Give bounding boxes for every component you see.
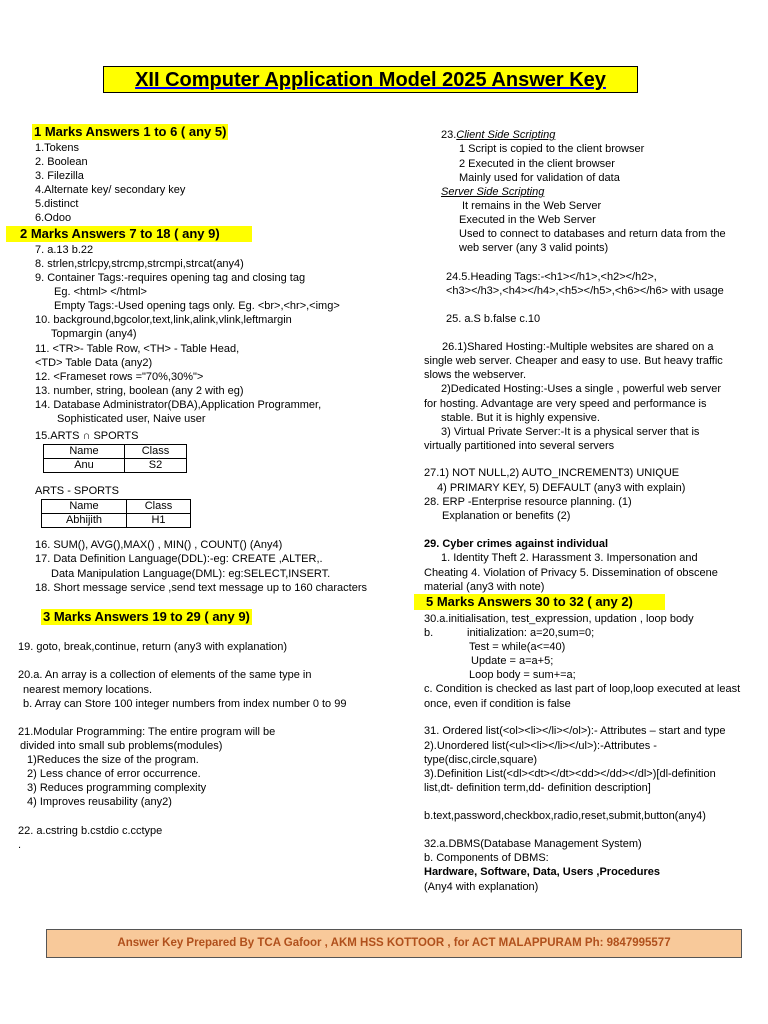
answer-10-line2: Topmargin (any4) xyxy=(51,328,137,340)
answer-30-line5: Loop body = sum+=a; xyxy=(469,669,576,681)
section-heading-1-mark: 1 Marks Answers 1 to 6 ( any 5) xyxy=(34,124,227,139)
answer-24-line1: 24.5.Heading Tags:-<h1></h1>,<h2></h2>, xyxy=(446,271,657,283)
answer-30-line1: 30.a.initialisation, test_expression, updation , loop body xyxy=(424,613,694,625)
answer-31-line1: 31. Ordered list(<ol><li></li></ol>):- Attributes – start and type xyxy=(424,725,726,737)
answer-17-line2: Data Manipulation Language(DML): eg:SELECT,INSERT. xyxy=(51,568,331,580)
answer-32-line2: b. Components of DBMS: xyxy=(424,852,549,864)
answer-21-line4: 2) Less chance of error occurrence. xyxy=(27,768,201,780)
answer-24-line2: <h3></h3>,<h4></h4>,<h5></h5>,<h6></h6> with usage xyxy=(446,285,724,297)
answer-3: 3. Filezilla xyxy=(35,170,84,182)
table-header: Class xyxy=(125,445,187,459)
answer-23-line1: 1 Script is copied to the client browser xyxy=(459,143,645,155)
table-cell: H1 xyxy=(127,514,191,528)
answer-26-line5: for hosting. Advantage are very speed and performance is xyxy=(424,398,707,410)
answer-9-line2: Eg. <html> </html> xyxy=(54,286,147,298)
section-heading-5-marks: 5 Marks Answers 30 to 32 ( any 2) xyxy=(414,594,665,610)
answer-13: 13. number, string, boolean (any 2 with eg) xyxy=(35,385,244,397)
answer-23-line5: Executed in the Web Server xyxy=(459,214,596,226)
table-cell: Abhijith xyxy=(42,514,127,528)
answer-30-line7: once, even if condition is false xyxy=(424,698,571,710)
answer-31-line6: b.text,password,checkbox,radio,reset,submit,button(any4) xyxy=(424,810,706,822)
answer-21-line2: divided into small sub problems(modules) xyxy=(20,740,223,752)
answer-9-line1: 9. Container Tags:-requires opening tag and closing tag xyxy=(35,272,306,284)
answer-17-line1: 17. Data Definition Language(DDL):-eg: CREATE ,ALTER,. xyxy=(35,553,323,565)
answer-2: 2. Boolean xyxy=(35,156,88,168)
answer-14-line2: Sophisticated user, Naive user xyxy=(57,413,206,425)
answer-27-line1: 27.1) NOT NULL,2) AUTO_INCREMENT3) UNIQUE xyxy=(424,467,680,479)
answer-19: 19. goto, break,continue, return (any3 with explanation) xyxy=(18,641,288,653)
answer-23-line4: It remains in the Web Server xyxy=(462,200,602,212)
answer-6: 6.Odoo xyxy=(35,212,72,224)
answer-23-line3: Mainly used for validation of data xyxy=(459,172,620,184)
table-header: Name xyxy=(44,445,125,459)
answer-25: 25. a.S b.false c.10 xyxy=(446,313,541,325)
answer-30-b-label: b. xyxy=(424,627,434,639)
answer-21-line1: 21.Modular Programming: The entire program will be xyxy=(18,726,276,738)
answer-26-line1: 26.1)Shared Hosting:-Multiple websites are shared on a xyxy=(442,341,714,353)
trailing-dot: . xyxy=(18,839,22,851)
answer-5: 5.distinct xyxy=(35,198,79,210)
answer-11-line1: 11. <TR>- Table Row, <TH> - Table Head, xyxy=(35,343,240,355)
answer-31-line4: 3).Definition List(<dl><dt></dt><dd></dd></dl>)[dl-definition xyxy=(424,768,716,780)
answer-20-line1: 20.a. An array is a collection of elements of the same type in xyxy=(18,669,312,681)
answer-31-line5: list,dt- definition term,dd- definition description] xyxy=(424,782,651,794)
answer-23-line6: Used to connect to databases and return data from the xyxy=(459,228,726,240)
answer-29-line1: 1. Identity Theft 2. Harassment 3. Impersonation and xyxy=(441,552,698,564)
answer-8: 8. strlen,strlcpy,strcmp,strcmpi,strcat(any4) xyxy=(35,258,244,270)
answer-32-line1: 32.a.DBMS(Database Management System) xyxy=(424,838,642,850)
answer-22: 22. a.cstring b.cstdio c.cctype xyxy=(18,825,163,837)
answer-23-server-title: Server Side Scripting xyxy=(441,186,545,198)
answer-21-line6: 4) Improves reusability (any2) xyxy=(27,796,172,808)
table-cell: Anu xyxy=(44,459,125,473)
table-header: Name xyxy=(42,500,127,514)
section-heading-3-marks: 3 Marks Answers 19 to 29 ( any 9) xyxy=(43,609,250,624)
answer-29-line2: Cheating 4. Violation of Privacy 5. Dissemination of obscene xyxy=(424,567,718,579)
answer-26-line7: 3) Virtual Private Server:-It is a physical server that is xyxy=(441,426,700,438)
answer-32-line3: Hardware, Software, Data, Users ,Procedures xyxy=(424,866,660,878)
difference-label: ARTS - SPORTS xyxy=(35,485,119,497)
answer-30-line6: c. Condition is checked as last part of loop,loop executed at least xyxy=(424,683,741,695)
answer-10-line1: 10. background,bgcolor,text,link,alink,vlink,leftmargin xyxy=(35,314,292,326)
answer-14-line1: 14. Database Administrator(DBA),Application Programmer, xyxy=(35,399,322,411)
answer-27-line2: 4) PRIMARY KEY, 5) DEFAULT (any3 with explain) xyxy=(437,482,686,494)
answer-30-line3: Test = while(a<=40) xyxy=(469,641,566,653)
answer-23-line2: 2 Executed in the client browser xyxy=(459,158,615,170)
answer-18: 18. Short message service ,send text message up to 160 characters xyxy=(35,582,368,594)
table-header: Class xyxy=(127,500,191,514)
difference-table xyxy=(41,499,191,528)
footer-credit: Answer Key Prepared By TCA Gafoor , AKM HSS KOTTOOR , for ACT MALAPPURAM Ph: 9847995577 xyxy=(46,929,742,958)
answer-26-line2: single web server. Cheaper and easy to use. But heavy traffic xyxy=(424,355,723,367)
answer-26-line6: stable. But it is highly expensive. xyxy=(441,412,600,424)
answer-30-line2: initialization: a=20,sum=0; xyxy=(467,627,595,639)
answer-29-line3: material (any3 with note) xyxy=(424,581,545,593)
answer-31-line3: type(disc,circle,square) xyxy=(424,754,538,766)
answer-32-line4: (Any4 with explanation) xyxy=(424,881,539,893)
answer-15: 15.ARTS ∩ SPORTS xyxy=(35,430,139,442)
answer-4: 4.Alternate key/ secondary key xyxy=(35,184,186,196)
answer-23-line7: web server (any 3 valid points) xyxy=(459,242,609,254)
answer-11-line2: <TD> Table Data (any2) xyxy=(35,357,153,369)
answer-26-line8: virtually partitioned into several servers xyxy=(424,440,615,452)
answer-23-title: 23.Client Side Scripting xyxy=(441,129,556,141)
answer-30-line4: Update = a=a+5; xyxy=(471,655,554,667)
answer-21-line5: 3) Reduces programming complexity xyxy=(27,782,207,794)
section-heading-2-marks: 2 Marks Answers 7 to 18 ( any 9) xyxy=(6,226,252,242)
answer-9-line3: Empty Tags:-Used opening tags only. Eg. <br>,<hr>,<img> xyxy=(54,300,340,312)
intersection-table xyxy=(43,444,187,473)
answer-20-line2: nearest memory locations. xyxy=(23,684,152,696)
page-title: XII Computer Application Model 2025 Answer Key xyxy=(103,66,638,93)
answer-26-line3: slows the webserver. xyxy=(424,369,527,381)
answer-16: 16. SUM(), AVG(),MAX() , MIN() , COUNT() (Any4) xyxy=(35,539,283,551)
answer-7: 7. a.13 b.22 xyxy=(35,244,94,256)
answer-12: 12. <Frameset rows ="70%,30%"> xyxy=(35,371,204,383)
answer-28-line1: 28. ERP -Enterprise resource planning. (1) xyxy=(424,496,632,508)
answer-29-title: 29. Cyber crimes against individual xyxy=(424,538,609,550)
table-cell: S2 xyxy=(125,459,187,473)
answer-28-line2: Explanation or benefits (2) xyxy=(442,510,571,522)
answer-31-line2: 2).Unordered list(<ul><li></li></ul>):-Attributes - xyxy=(424,740,657,752)
answer-26-line4: 2)Dedicated Hosting:-Uses a single , powerful web server xyxy=(441,383,722,395)
answer-20-line3: b. Array can Store 100 integer numbers from index number 0 to 99 xyxy=(23,698,347,710)
answer-21-line3: 1)Reduces the size of the program. xyxy=(27,754,199,766)
answer-1: 1.Tokens xyxy=(35,142,80,154)
